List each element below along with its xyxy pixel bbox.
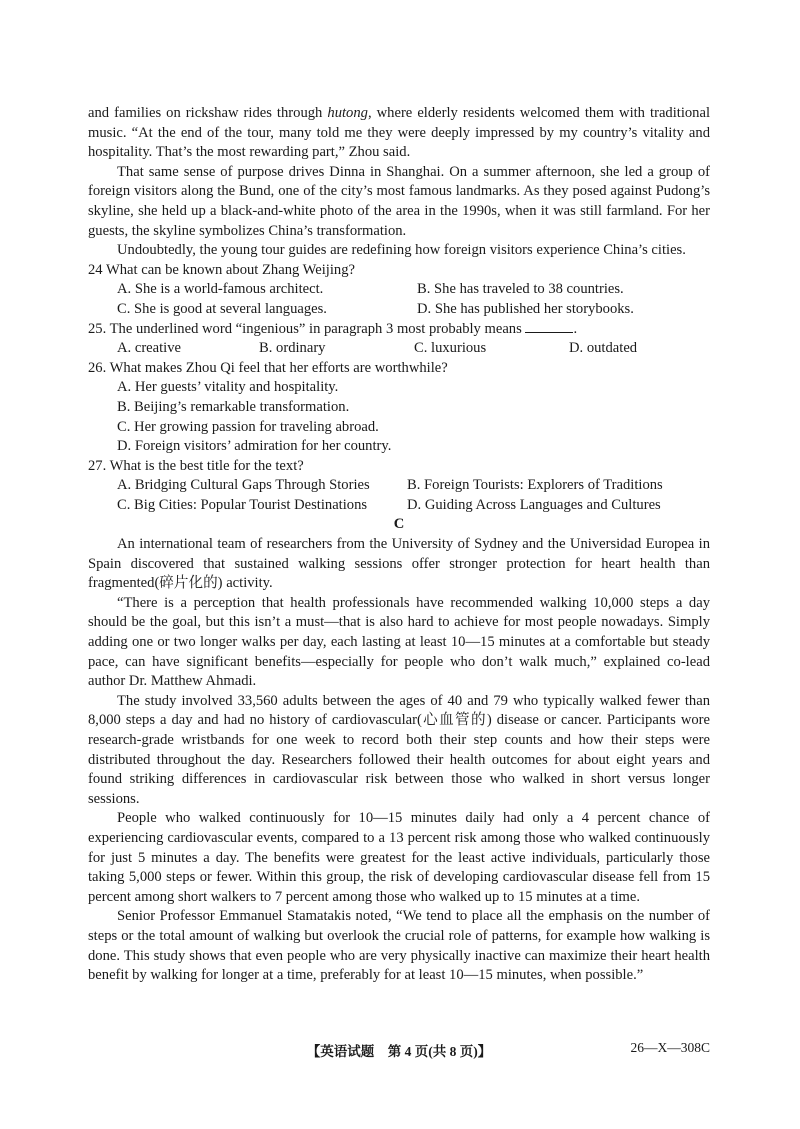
question-stem: 26. What makes Zhou Qi feel that her efforts are worthwhile? [88,359,448,376]
passage-c-paragraph: An international team of researchers from the University of Sydney and the Universidad Europea in Spain discovered that sustained walking sessions offer stronger protection for heart health than fragmented(碎片化的) activity. [88,536,710,592]
option-c: C. Big Cities: Popular Tourist Destinations [117,496,368,513]
passage-c-paragraph: The study involved 33,560 adults between the ages of 40 and 79 who typically walked fewer than 8,000 steps a day and had no history of cardiovascular(心血管的) disease or cancer. Participants wore research-grade wristbands for one week to record both their step counts and how their steps were distributed throughout the day. Researchers followed their health outcomes for about eight years and found striking differences in cardiovascular risk between those who walked in short versus longer sessions. [88,692,710,807]
options [88,476,710,515]
exam-page [88,104,710,986]
question-stem [88,320,710,340]
italic-term-hutong: hutong [327,105,368,121]
option-a: A. Bridging Cultural Gaps Through Stories [117,477,370,494]
exam-code: 26—X—308C [630,1040,710,1055]
text-span: and families on rickshaw rides through [88,105,328,121]
passage-b-paragraph [88,104,710,163]
option-c: C. luxurious [414,340,487,357]
option-a: A. She is a world-famous architect. [117,281,324,298]
option-a: A. Her guests’ vitality and hospitality. [117,379,339,396]
section-heading-c: C [393,516,405,533]
question-24 [88,261,710,320]
option-a: A. creative [117,340,182,357]
page-indicator: 【英语试题 第 4 页(共 8 页)】 [306,1044,492,1059]
passage-b-paragraph: That same sense of purpose drives Dinna in Shanghai. On a summer afternoon, she led a group of foreign visitors along the Bund, one of the city’s most famous landmarks. As they posed against Pudong’s skyline, she held up a black-and-white photo of the area in the 1990s, when it was still farmland. For her guests, the skyline symbolizes China’s transformation. [88,163,710,239]
stem-text: 25. The underlined word “ingenious” in paragraph 3 most probably means [88,320,522,337]
passage-c-paragraph: People who walked continuously for 10—15 minutes daily had only a 4 percent chance of experiencing cardiovascular events, compared to a 13 percent risk among those who walked continuously for just 5 minutes a day. The benefits were greatest for the least active individuals, particularly those taking 5,000 steps or fewer. Within this group, the risk of developing cardiovascular disease fell from 15 percent among short walkers to 7 percent among those who walked up to 15 minutes at a time. [88,810,710,905]
question-26 [88,359,710,457]
option-d: D. outdated [569,340,638,357]
page-footer [88,1040,710,1060]
question-stem: 24 What can be known about Zhang Weijing? [88,261,355,278]
option-b: B. Beijing’s remarkable transformation. [117,398,350,415]
question-25 [88,320,710,359]
option-b: B. She has traveled to 38 countries. [417,281,624,298]
option-d: D. She has published her storybooks. [417,300,634,317]
passage-c-paragraph: Senior Professor Emmanuel Stamatakis noted, “We tend to place all the emphasis on the number of steps or the total amount of walking but overlook the crucial role of patterns, for example how walking is done. This study shows that even people who are very physically inactive can maximize their heart health benefit by walking for longer at a time, preferably for at least 10—15 minutes, when possible.” [88,908,710,984]
option-c: C. She is good at several languages. [117,300,327,317]
options [88,280,710,319]
options [88,339,710,359]
option-d: D. Guiding Across Languages and Cultures [407,496,661,513]
answer-blank [525,320,573,333]
stem-end: . [573,320,578,337]
option-b: B. Foreign Tourists: Explorers of Traditions [407,477,663,494]
option-d: D. Foreign visitors’ admiration for her country. [117,438,392,455]
passage-b-paragraph: Undoubtedly, the young tour guides are redefining how foreign visitors experience China’s cities. [117,242,686,259]
option-b: B. ordinary [259,340,326,357]
question-stem: 27. What is the best title for the text? [88,457,304,474]
text-span: , where elderly residents welcomed them with traditional music. “At the end of the tour, many told me they were deeply impressed by my country’s vitality and hospitality. That’s the most rewarding part,” Zhou said. [88,105,711,161]
option-c: C. Her growing passion for traveling abroad. [117,418,379,435]
passage-c-paragraph: “There is a perception that health professionals have recommended walking 10,000 steps a day should be the goal, but this isn’t a must—that is also hard to achieve for most people nowadays. Simply adding one or two longer walks per day, each lasting at least 10—15 minutes at a comfortable but steady pace, can have significant benefits—especially for people who don’t walk much,” explained co-lead author Dr. Matthew Ahmadi. [88,594,710,690]
question-27 [88,457,710,516]
